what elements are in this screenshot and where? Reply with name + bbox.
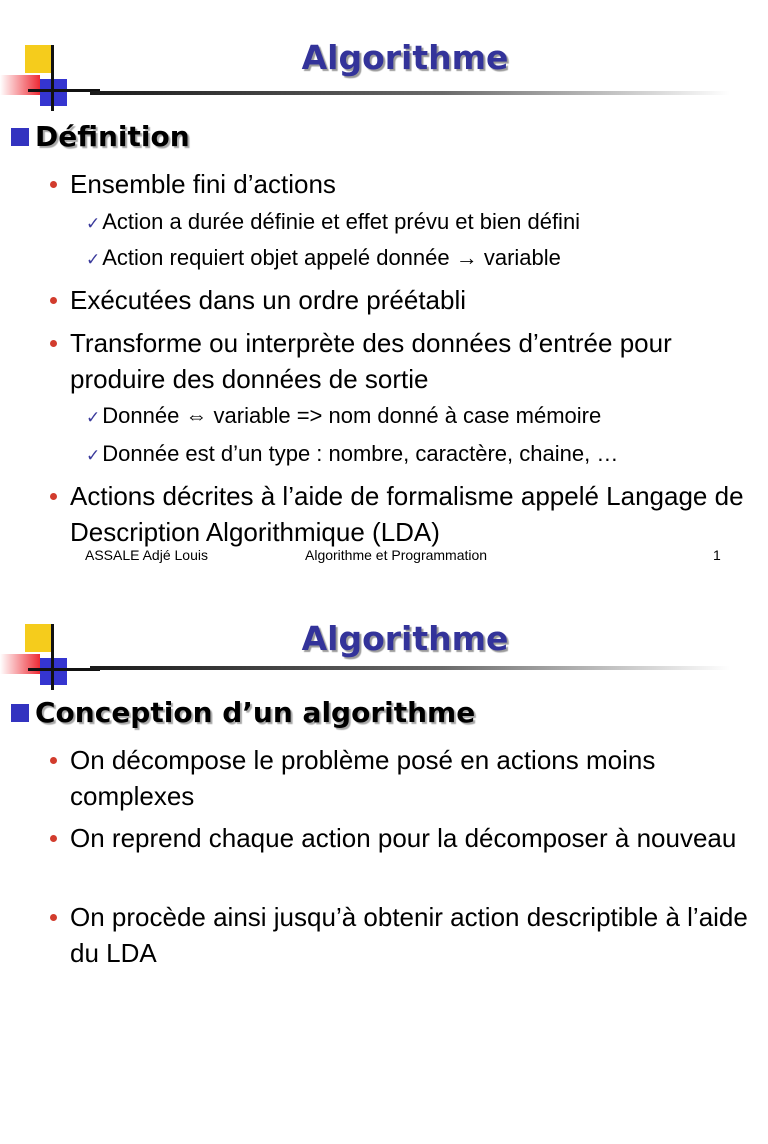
sub-bullet-item	[86, 242, 561, 276]
title-underline	[90, 91, 730, 95]
bullet-text: Exécutées dans un ordre préétabli	[70, 285, 467, 315]
section-heading-text: Conception d’un algorithme	[35, 696, 476, 729]
bullet-dot-icon	[50, 757, 57, 764]
bullet-text: Actions décrites à l’aide de formalisme appelé Langage de Description Algorithmique (LDA)	[70, 481, 744, 547]
bullet-dot-icon	[50, 835, 57, 842]
sub-bullet-text: Action requiert objet appelé donnée → variable	[102, 245, 561, 270]
bullet-item	[50, 478, 760, 550]
bullet-text: On procède ainsi jusqu’à obtenir action descriptible à l’aide du LDA	[70, 902, 748, 968]
bullet-text: On reprend chaque action pour la décomposer à nouveau	[70, 823, 737, 853]
bullet-item	[50, 282, 760, 318]
sub-bullet-text: Donnée ⇔ variable => nom donné à case mémoire	[102, 403, 602, 428]
checkmark-icon: ✓	[86, 214, 101, 233]
bullet-text: Ensemble fini d’actions	[70, 169, 336, 199]
section-heading-text: Définition	[35, 120, 190, 153]
bullet-item	[50, 820, 760, 856]
checkmark-icon: ✓	[86, 446, 101, 465]
bullet-dot-icon	[50, 493, 57, 500]
title-underline	[90, 666, 730, 670]
bullet-dot-icon	[50, 181, 57, 188]
bullet-item	[50, 325, 760, 397]
footer-author: ASSALE Adjé Louis	[85, 547, 208, 563]
slide-logo	[0, 624, 100, 694]
slide-2	[0, 574, 768, 1144]
bullet-text: Transforme ou interprète des données d’entrée pour produire des données de sortie	[70, 328, 672, 394]
slide-title: Algorithme	[301, 619, 509, 658]
checkmark-icon: ✓	[86, 250, 101, 269]
checkmark-icon: ✓	[86, 408, 101, 427]
section-heading	[11, 696, 475, 729]
bullet-dot-icon	[50, 914, 57, 921]
slide-logo	[0, 45, 100, 115]
sub-bullet-item	[86, 206, 580, 240]
square-bullet-icon	[11, 704, 29, 722]
sub-bullet-item	[86, 400, 601, 434]
sub-bullet-text: Donnée est d’un type : nombre, caractère, chaine, …	[102, 441, 619, 466]
bullet-item	[50, 899, 760, 971]
bullet-text: On décompose le problème posé en actions moins complexes	[70, 745, 656, 811]
footer-page-number: 1	[713, 547, 721, 563]
square-bullet-icon	[11, 128, 29, 146]
sub-bullet-item	[86, 438, 618, 472]
bullet-item	[50, 742, 760, 814]
section-heading	[11, 120, 190, 153]
bullet-dot-icon	[50, 340, 57, 347]
sub-bullet-text: Action a durée définie et effet prévu et bien défini	[102, 209, 581, 234]
slide-title: Algorithme	[301, 38, 509, 77]
bullet-dot-icon	[50, 297, 57, 304]
footer-course: Algorithme et Programmation	[305, 547, 488, 563]
bullet-item	[50, 166, 760, 202]
slide-1	[0, 0, 768, 570]
